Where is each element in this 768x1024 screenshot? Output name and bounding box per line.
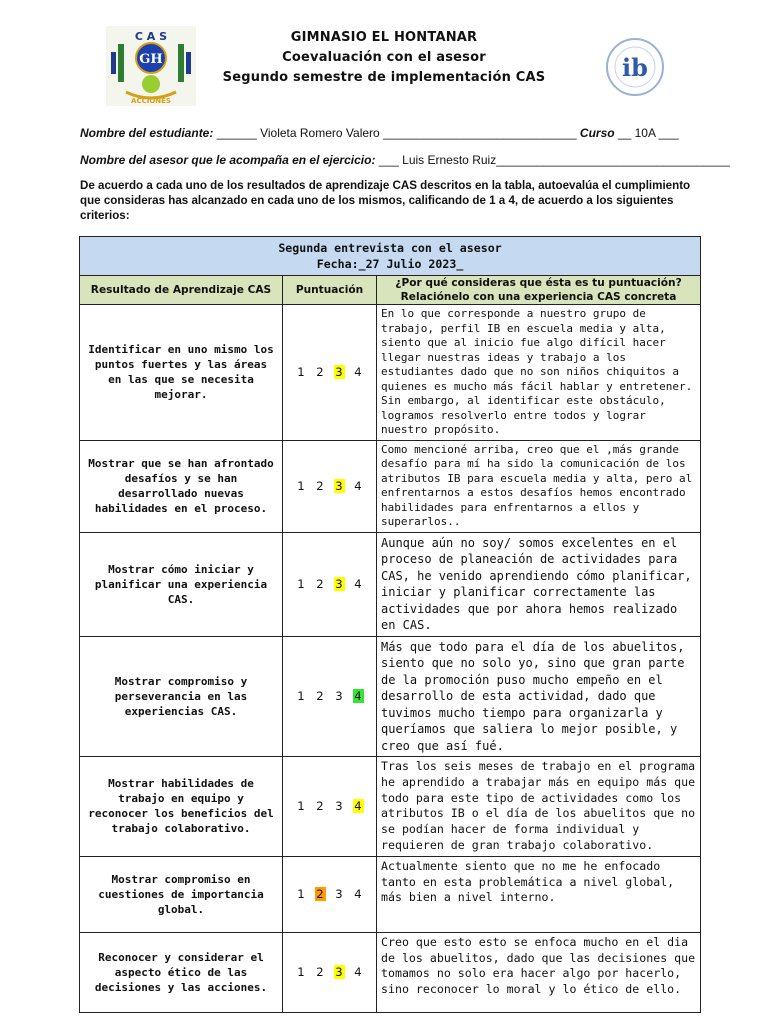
reason-answer: En lo que corresponde a nuestro grupo de trabajo, perfil IB en escuela media y alta, siento que al inicio fue algo difícil hacer llegar nuestras ideas y trabajo a los estudiantes dado que no son niños chiquitos a quienes es mucho más fácil hablar y entretener. Sin embargo, al identificar este obstáculo, logramos resolverlo entre todos y lograr nuestro propósito. (377, 305, 701, 441)
column-header-score: Puntuación (283, 276, 377, 305)
reason-answer: Actualmente siento que no me he enfocado tanto en esta problemática a nivel global, más bien a nivel interno. (377, 856, 701, 932)
score-option: 4 (354, 965, 362, 980)
table-title (80, 237, 701, 276)
table-row (80, 532, 701, 636)
score-option: 1 (297, 689, 305, 704)
score-option: 1 (297, 577, 305, 591)
svg-text:ACCIONES: ACCIONES (131, 97, 171, 105)
svg-text:GH: GH (139, 52, 163, 67)
interview-title: Segunda entrevista con el asesor (278, 241, 502, 255)
document-title: Coevaluación con el asesor (282, 50, 486, 65)
column-header-reason-line2: Relaciónelo con una experiencia CAS concreta (400, 291, 677, 303)
table-row (80, 757, 701, 857)
table-row (80, 305, 701, 441)
evaluation-table (79, 236, 701, 1013)
advisor-name-label: Nombre del asesor que le acompaña en el ejercicio: (80, 153, 376, 167)
table-row (80, 932, 701, 1012)
score-cell (283, 440, 377, 532)
score-option: 2 (316, 577, 324, 591)
column-header-reason (377, 276, 701, 305)
table-title-row (80, 237, 701, 276)
score-option: 1 (297, 479, 305, 493)
score-option-selected: 4 (354, 799, 362, 814)
score-cell (283, 757, 377, 857)
learning-outcome: Identificar en uno mismo los puntos fuertes y las áreas en las que se necesita mejorar. (80, 305, 283, 441)
advisor-name-line (80, 153, 730, 167)
score-option: 1 (297, 887, 305, 902)
learning-outcome: Mostrar habilidades de trabajo en equipo y reconocer los beneficios del trabajo colaborativo. (80, 757, 283, 857)
score-option: 1 (297, 965, 305, 980)
school-name: GIMNASIO EL HONTANAR (290, 30, 478, 45)
student-name-line (80, 126, 679, 140)
score-cell (283, 305, 377, 441)
student-name-value: ______ Violeta Romero Valero _____________________________ (216, 126, 577, 140)
reason-answer: Más que todo para el día de los abuelitos, siento que no solo yo, sino que gran parte de la promoción puso mucho empeño en el desarrollo de esta actividad, dado que tuvimos mucho tiempo para organizarla y queríamos que saliera lo mejor posible, y creo que así fué. (377, 636, 701, 757)
interview-date: Fecha:_27 Julio 2023_ (316, 257, 464, 271)
score-option: 2 (316, 365, 324, 380)
reason-answer: Creo que esto esto se enfoca mucho en el dia de los abuelitos, dado que las decisiones que tomamos no solo era hacer algo por hacerlo, sino reconocer lo moral y lo ético de ello. (377, 932, 701, 1012)
advisor-name-value: ___ Luis Ernesto Ruiz___________________________________ (378, 153, 730, 167)
score-option: 2 (316, 799, 324, 814)
score-option-selected: 3 (335, 577, 343, 591)
course-label: Curso (579, 126, 615, 140)
learning-outcome: Mostrar que se han afrontado desafíos y se han desarrollado nuevas habilidades en el proceso. (80, 440, 283, 532)
svg-text:C A S: C A S (134, 30, 168, 43)
reason-answer: Como mencioné arriba, creo que el ,más grande desafío para mí ha sido la comunicación de los atributos IB para escuela media y alta, pero al enfrentarnos a estos desafíos hemos encontrado habilidades para enfrentarnos a ellos y superarlos.. (377, 440, 701, 532)
cas-logo (106, 26, 196, 106)
table-header-row (80, 276, 701, 305)
ib-logo (600, 37, 670, 97)
reason-answer: Aunque aún no soy/ somos excelentes en el proceso de planeación de actividades para CAS, he venido aprendiendo cómo planificar, iniciar y planificar correctamente las actividades que por ahora hemos realizado en CAS. (377, 532, 701, 636)
score-cell (283, 856, 377, 932)
score-option: 2 (316, 479, 324, 493)
reason-answer: Tras los seis meses de trabajo en el programa he aprendido a trabajar más en equipo más que todo para este tipo de actividades como los atributos IB o el día de los abuelitos que no se podían hacer de forma individual y requieren de gran trabajo colaborativo. (377, 757, 701, 857)
svg-text:ib: ib (622, 53, 648, 82)
score-option-selected: 3 (335, 965, 343, 980)
column-header-reason-line1: ¿Por qué consideras que ésta es tu puntuación? (395, 277, 682, 289)
learning-outcome: Mostrar compromiso y perseverancia en las experiencias CAS. (80, 636, 283, 757)
table-row (80, 636, 701, 757)
score-option: 4 (354, 577, 362, 591)
column-header-outcome: Resultado de Aprendizaje CAS (80, 276, 283, 305)
learning-outcome: Mostrar cómo iniciar y planificar una experiencia CAS. (80, 532, 283, 636)
table-row (80, 856, 701, 932)
score-option-selected: 3 (335, 479, 343, 493)
score-cell (283, 532, 377, 636)
score-option: 3 (335, 689, 343, 704)
score-option: 3 (335, 799, 343, 814)
score-option-selected: 2 (316, 887, 324, 902)
score-option: 4 (354, 887, 362, 902)
table-row (80, 440, 701, 532)
score-option: 4 (354, 365, 362, 380)
score-option: 2 (316, 689, 324, 704)
course-value: __ 10A ___ (617, 126, 679, 140)
student-name-label: Nombre del estudiante: (80, 126, 214, 140)
learning-outcome: Reconocer y considerar el aspecto ético de las decisiones y las acciones. (80, 932, 283, 1012)
score-option-selected: 4 (354, 689, 362, 704)
score-option-selected: 3 (335, 365, 343, 380)
document-subtitle: Segundo semestre de implementación CAS (222, 70, 546, 85)
score-cell (283, 636, 377, 757)
instructions-paragraph: De acuerdo a cada uno de los resultados de aprendizaje CAS descritos en la tabla, autoevalúa el cumplimiento que consideras has alcanzado en cada uno de los mismos, calificando de 1 a 4, de acuerdo a los siguientes criterios: (80, 179, 691, 222)
score-cell (283, 932, 377, 1012)
score-option: 4 (354, 479, 362, 493)
score-option: 1 (297, 365, 305, 380)
score-option: 1 (297, 799, 305, 814)
score-option: 2 (316, 965, 324, 980)
score-option: 3 (335, 887, 343, 902)
learning-outcome: Mostrar compromiso en cuestiones de importancia global. (80, 856, 283, 932)
